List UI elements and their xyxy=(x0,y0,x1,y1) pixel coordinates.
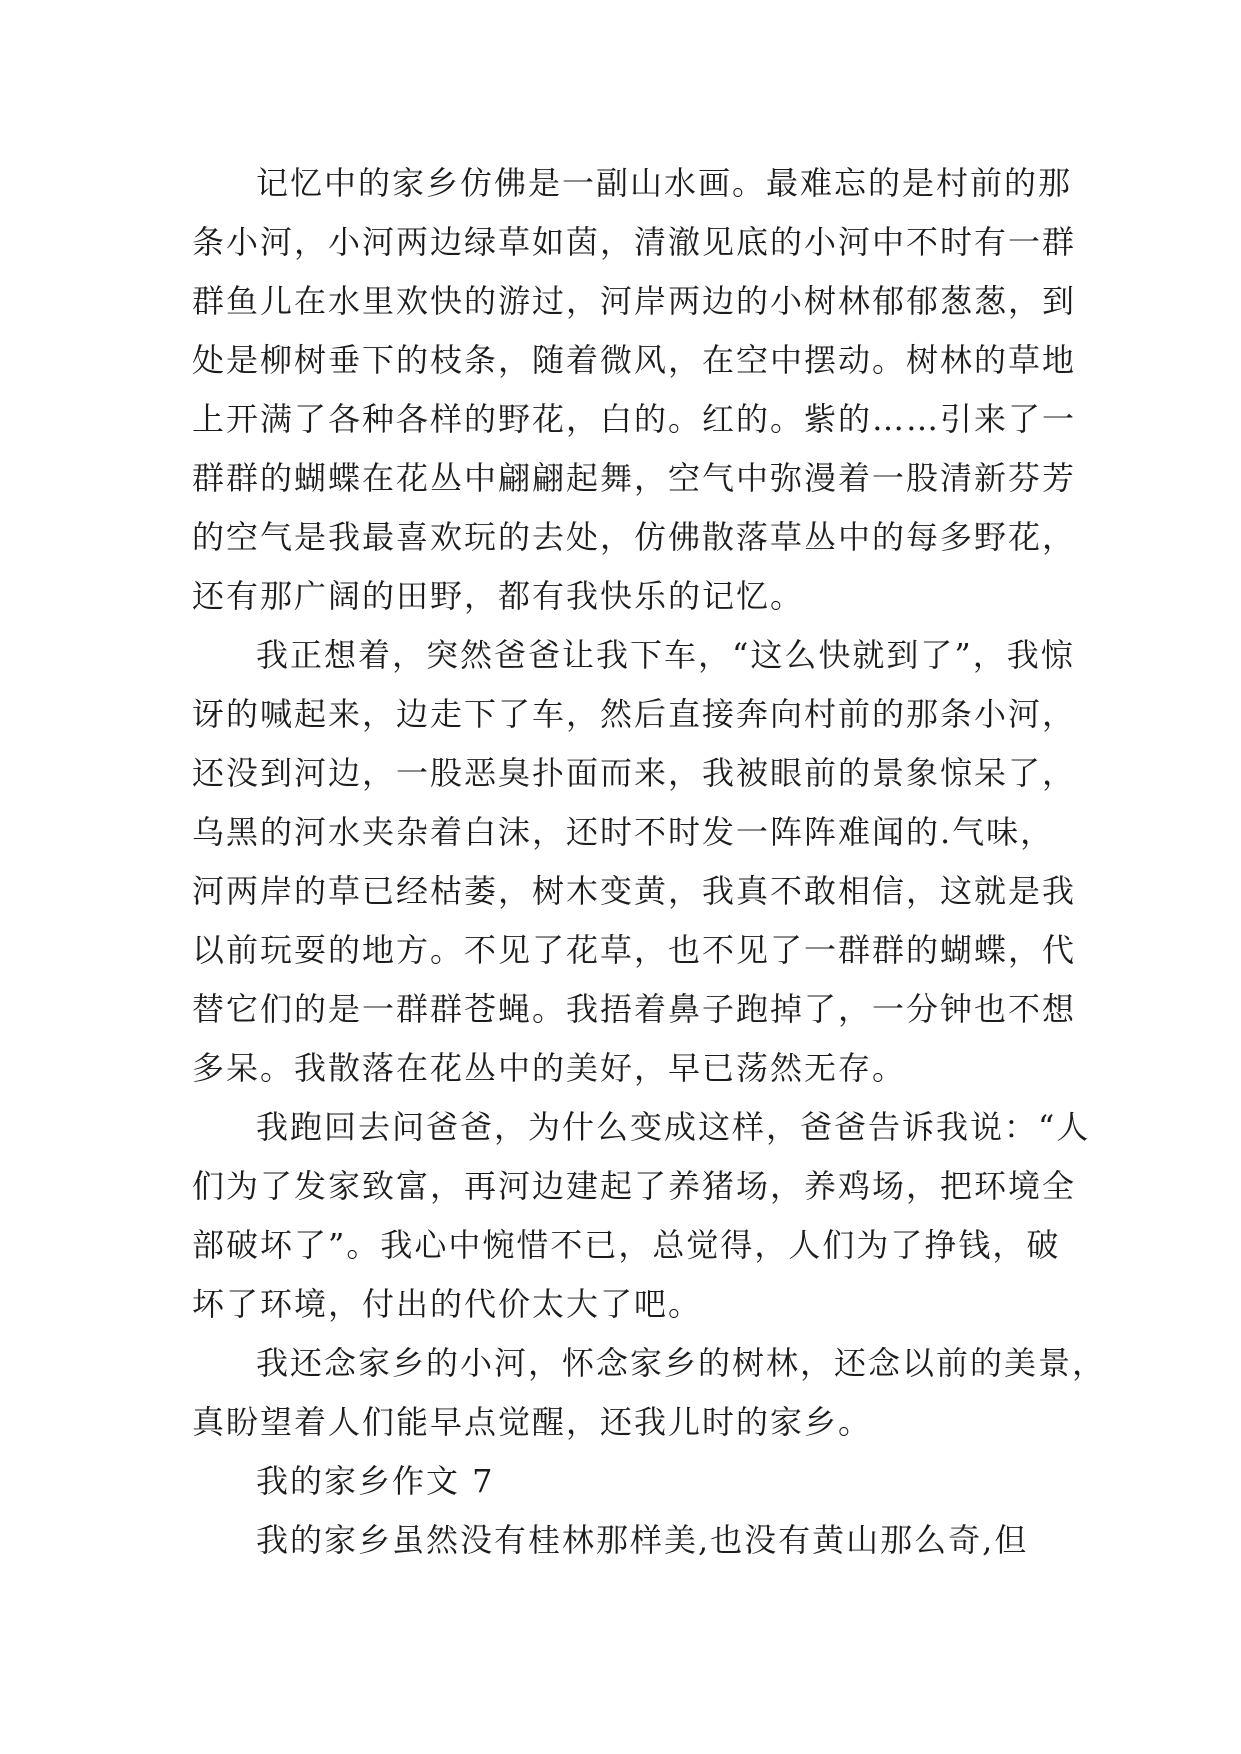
paragraph-line: 还没到河边，一股恶臭扑面而来，我被眼前的景象惊呆了， xyxy=(192,754,1077,792)
paragraph-line: 们为了发家致富，再河边建起了养猪场，养鸡场，把环境全 xyxy=(192,1167,1077,1205)
paragraph-line: 还有那广阔的田野，都有我快乐的记忆。 xyxy=(192,577,805,615)
paragraph-line: 河两岸的草已经枯萎，树木变黄，我真不敢相信，这就是我 xyxy=(192,872,1077,910)
paragraph-line: 记忆中的家乡仿佛是一副山水画。最难忘的是村前的那 xyxy=(256,164,1073,202)
paragraph-line: 我正想着，突然爸爸让我下车，“这么快就到了”，我惊 xyxy=(256,636,1075,674)
paragraph-line: 多呆。我散落在花丛中的美好，早已荡然无存。 xyxy=(192,1049,907,1087)
paragraph-2 xyxy=(192,626,1077,1098)
paragraph-line: 讶的喊起来，边走下了车，然后直接奔向村前的那条小河， xyxy=(192,695,1077,733)
paragraph-1 xyxy=(192,154,1077,626)
paragraph-line: 坏了环境，付出的代价太大了吧。 xyxy=(192,1285,703,1323)
paragraph-line: 部破坏了”。我心中惋惜不已，总觉得，人们为了挣钱，破 xyxy=(192,1226,1061,1264)
paragraph-line: 替它们的是一群群苍蝇。我捂着鼻子跑掉了，一分钟也不想 xyxy=(192,990,1077,1028)
paragraph-line: 以前玩耍的地方。不见了花草，也不见了一群群的蝴蝶，代 xyxy=(192,931,1077,969)
paragraph-line: 我还念家乡的小河，怀念家乡的树林，还念以前的美景， xyxy=(256,1344,1107,1382)
paragraph-5 xyxy=(192,1511,1062,1570)
section-heading: 我的家乡作文 7 xyxy=(256,1462,495,1500)
paragraph-line: 群鱼儿在水里欢快的游过，河岸两边的小树林郁郁葱葱，到 xyxy=(192,282,1077,320)
paragraph-line: 的空气是我最喜欢玩的去处，仿佛散落草丛中的每多野花， xyxy=(192,518,1077,556)
paragraph-line: 条小河，小河两边绿草如茵，清澈见底的小河中不时有一群 xyxy=(192,223,1077,261)
paragraph-line: 处是柳树垂下的枝条，随着微风，在空中摆动。树林的草地 xyxy=(192,341,1077,379)
paragraph-3 xyxy=(192,1098,1091,1334)
paragraph-4 xyxy=(192,1334,1107,1452)
paragraph-line: 乌黑的河水夹杂着白沫，还时不时发一阵阵难闻的.气味， xyxy=(192,813,1055,851)
paragraph-line: 真盼望着人们能早点觉醒，还我儿时的家乡。 xyxy=(192,1403,873,1441)
document-body xyxy=(192,154,1107,1570)
paragraph-line: 我的家乡虽然没有桂林那样美,也没有黄山那么奇,但 xyxy=(256,1521,1029,1559)
paragraph-line: 群群的蝴蝶在花丛中翩翩起舞，空气中弥漫着一股清新芬芳 xyxy=(192,459,1077,497)
paragraph-line: 上开满了各种各样的野花，白的。红的。紫的……引来了一 xyxy=(192,400,1077,438)
paragraph-line: 我跑回去问爸爸，为什么变成这样，爸爸告诉我说：“人 xyxy=(256,1108,1091,1146)
